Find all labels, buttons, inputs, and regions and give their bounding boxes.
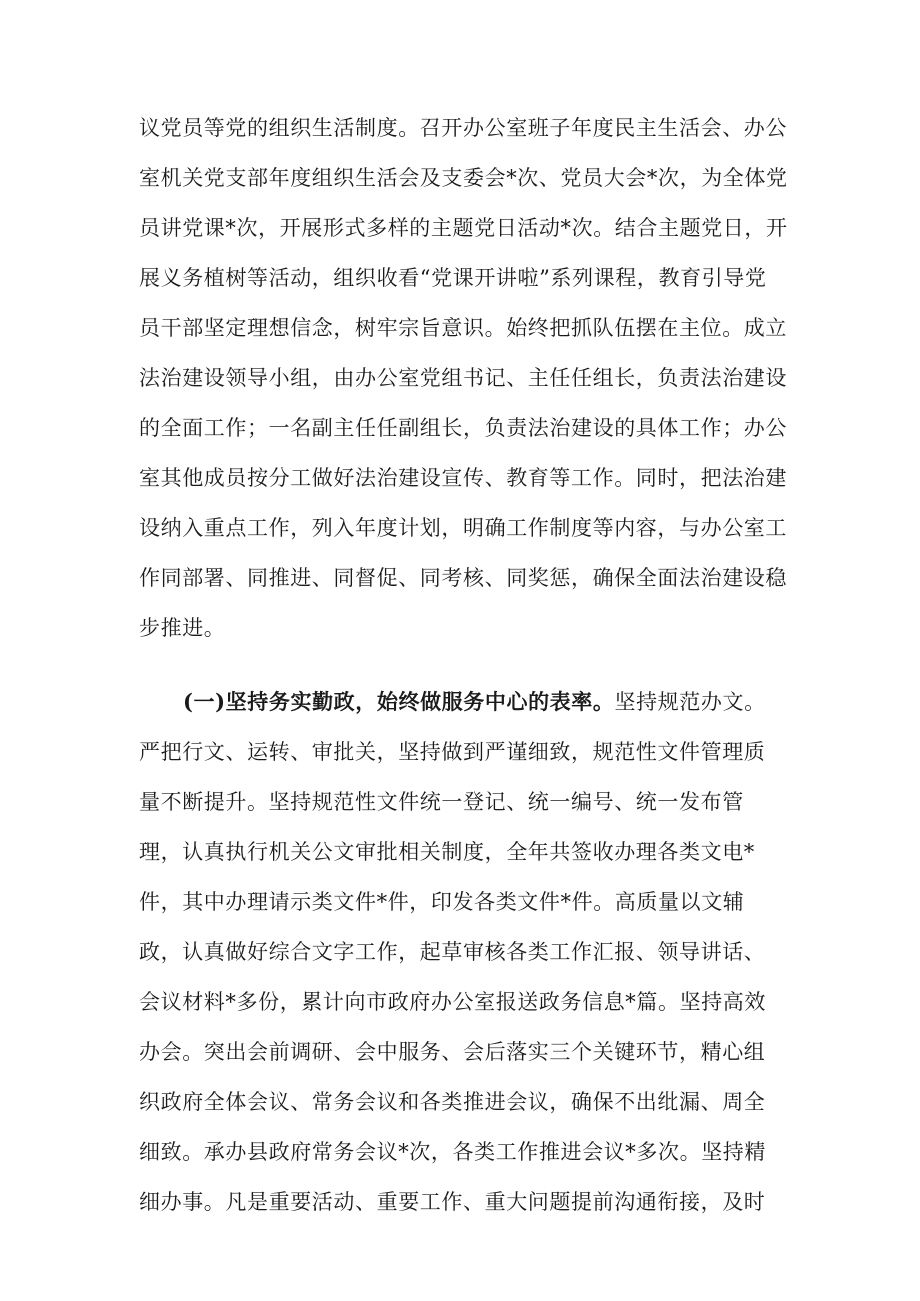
text-line: 员讲党课*次，开展形式多样的主题党日活动*次。结合主题党日，开 — [139, 216, 788, 240]
text-line: 理，认真执行机关公文审批相关制度，全年共签收办理各类文电* — [139, 840, 755, 864]
text-line: 室机关党支部年度组织生活会及支委会*次、党员大会*次，为全体党 — [139, 166, 788, 190]
text-line: 件，其中办理请示类文件*件，印发各类文件*件。高质量以文辅 — [139, 890, 745, 914]
text-line: 展义务植树等活动，组织收看“党课开讲啦”系列课程，教育引导党 — [139, 266, 767, 290]
text-line: 政，认真做好综合文字工作，起草审核各类工作汇报、领导讲话、 — [139, 940, 766, 964]
section-heading-rest: 坚持规范办文。 — [614, 690, 766, 714]
text-line: 办会。突出会前调研、会中服务、会后落实三个关键环节，精心组 — [139, 1040, 766, 1064]
text-line: 设纳入重点工作，列入年度计划，明确工作制度等内容，与办公室工 — [139, 516, 787, 540]
text-line: 步推进。 — [139, 616, 226, 640]
text-line: 室其他成员按分工做好法治建设宣传、教育等工作。同时，把法治建 — [139, 466, 787, 490]
text-line: 织政府全体会议、常务会议和各类推进会议，确保不出纰漏、周全 — [139, 1090, 766, 1114]
text-line: 作同部署、同推进、同督促、同考核、同奖惩，确保全面法治建设稳 — [139, 566, 787, 590]
text-line: 严把行文、运转、审批关，坚持做到严谨细致，规范性文件管理质 — [139, 740, 766, 764]
section-first-line — [183, 687, 766, 717]
text-line: 议党员等党的组织生活制度。召开办公室班子年度民主生活会、办公 — [139, 116, 787, 140]
text-line: 细办事。凡是重要活动、重要工作、重大问题提前沟通衔接，及时 — [139, 1190, 766, 1214]
text-line: 的全面工作；一名副主任任副组长，负责法治建设的具体工作；办公 — [139, 416, 787, 440]
section-heading: (一)坚持务实勤政，始终做服务中心的表率。 — [183, 689, 615, 714]
text-line: 法治建设领导小组，由办公室党组书记、主任任组长，负责法治建设 — [139, 366, 787, 390]
text-line: 员干部坚定理想信念，树牢宗旨意识。始终把抓队伍摆在主位。成立 — [139, 316, 787, 340]
text-line: 会议材料*多份，累计向市政府办公室报送政务信息*篇。坚持高效 — [139, 990, 766, 1014]
text-line: 量不断提升。坚持规范性文件统一登记、统一编号、统一发布管 — [139, 790, 744, 814]
text-line: 细致。承办县政府常务会议*次，各类工作推进会议*多次。坚持精 — [139, 1140, 766, 1164]
